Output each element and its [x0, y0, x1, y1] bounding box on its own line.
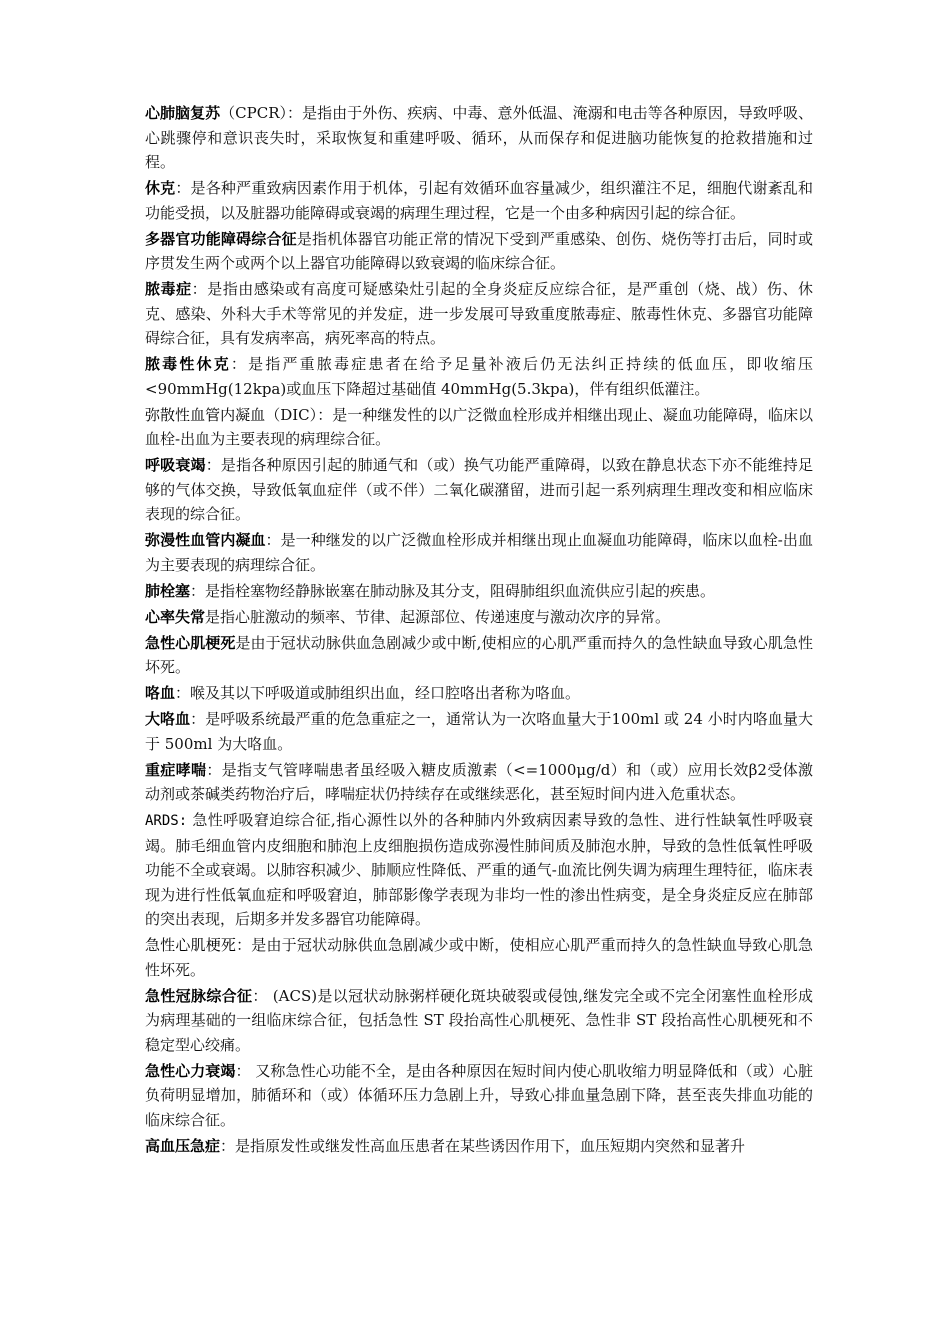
- definition-ami: 是由于冠状动脉供血急剧减少或中断,使相应的心肌严重而持久的急性缺血导致心肌急性坏死。: [145, 633, 813, 676]
- definition-severe-asthma: ：是指支气管哮喘患者虽经吸入糖皮质激素（<=1000μg/d）和（或）应用长效β2受体激动剂或茶碱类药物治疗后，哮喘症状仍持续存在或继续恶化，甚至短时间内进入危重状态。: [145, 760, 813, 803]
- term-ards: ARDS:: [145, 813, 188, 829]
- entry-pulmonary-embolism: [145, 579, 813, 604]
- term-hemoptysis: 咯血: [145, 684, 176, 702]
- entry-severe-asthma: [145, 758, 813, 807]
- definition-ami-2: ：是由于冠状动脉供血急剧减少或中断，使相应心肌严重而持久的急性缺血导致心肌急性坏死。: [145, 936, 813, 979]
- term-mods: 多器官功能障碍综合征: [145, 229, 297, 248]
- entry-ami: [145, 631, 813, 680]
- definition-acs: ： (ACS)是以冠状动脉粥样硬化斑块破裂或侵蚀,继发完全或不完全闭塞性血栓形成为病理基础的一组临床综合征，包括急性 ST 段抬高性心肌梗死、急性非 ST 段抬高性心肌梗死和不稳定型心绞痛。: [145, 986, 813, 1054]
- entry-ami-2: [145, 933, 813, 982]
- term-severe-asthma: 重症哮喘: [145, 760, 207, 779]
- entry-massive-hemoptysis: [145, 707, 813, 756]
- document-page: [145, 101, 813, 1160]
- entry-respiratory-failure: [145, 453, 813, 527]
- term-septic-shock: 脓毒性休克: [145, 355, 231, 373]
- entry-ards: [145, 808, 813, 932]
- definition-ards: 急性呼吸窘迫综合征,指心源性以外的各种肺内外致病因素导致的急性、进行性缺氧性呼吸衰竭。肺毛细血管内皮细胞和肺泡上皮细胞损伤造成弥漫性肺间质及肺泡水肿，导致的急性低氧性呼吸功能不全或衰竭。以肺容积减少、肺顺应性降低、严重的通气-血流比例失调为病理生理特征，临床表现为进行性低氧血症和呼吸窘迫，肺部影像学表现为非均一性的渗出性病变，是全身炎症反应在肺部的突出表现，后期多并发多器官功能障碍。: [145, 811, 813, 928]
- definition-respiratory-failure: ：是指各种原因引起的肺通气和（或）换气功能严重障碍，以致在静息状态下亦不能维持足够的气体交换，导致低氧血症伴（或不伴）二氧化碳潴留，进而引起一系列病理生理改变和相应临床表现的综合征。: [145, 456, 813, 523]
- definition-shock: ：是各种严重致病因素作用于机体，引起有效循环血容量减少，组织灌注不足，细胞代谢紊乱和功能受损，以及脏器功能障碍或衰竭的病理生理过程，它是一个由多种病因引起的综合征。: [145, 179, 813, 222]
- definition-mods: 是指机体器官功能正常的情况下受到严重感染、创伤、烧伤等打击后，同时或序贯发生两个或两个以上器官功能障碍以致衰竭的临床综合征。: [145, 229, 813, 272]
- definition-diffuse-coagulation: ：是一种继发的以广泛微血栓形成并相继出现止血凝血功能障碍，临床以血栓-出血为主要表现的病理综合征。: [145, 531, 813, 574]
- definition-sepsis: ：是指由感染或有高度可疑感染灶引起的全身炎症反应综合征，是严重创（烧、战）伤、休克、感染、外科大手术等常见的并发症，进一步发展可导致重度脓毒症、脓毒性休克、多器官功能障碍综合征，具有发病率高，病死率高的特点。: [145, 280, 813, 347]
- term-hypertensive-emergency: 高血压急症: [145, 1136, 221, 1155]
- definition-hypertensive-emergency: ：是指原发性或继发性高血压患者在某些诱因作用下，血压短期内突然和显著升: [220, 1136, 746, 1155]
- entry-mods: [145, 227, 813, 276]
- term-ami: 急性心肌梗死: [145, 633, 236, 652]
- term-diffuse-coagulation: 弥漫性血管内凝血: [145, 531, 266, 549]
- entry-cpcr: [145, 101, 813, 175]
- term-sepsis: 脓毒症: [145, 280, 192, 298]
- definition-arrhythmia: 是指心脏激动的频率、节律、起源部位、传递速度与激动次序的异常。: [205, 607, 671, 626]
- term-cpcr: 心肺脑复苏: [145, 104, 221, 122]
- term-ami-2: 急性心肌梗死: [145, 936, 237, 954]
- definition-septic-shock: ：是指严重脓毒症患者在给予足量补液后仍无法纠正持续的低血压，即收缩压<90mmHg(12kpa)或血压下降超过基础值 40mmHg(5.3kpa)，伴有组织低灌注。: [145, 355, 813, 398]
- term-acute-heart-failure: 急性心力衰竭: [145, 1061, 236, 1080]
- definition-pulmonary-embolism: ：是指栓塞物经静脉嵌塞在肺动脉及其分支，阻碍肺组织血流供应引起的疾患。: [190, 581, 716, 600]
- entry-septic-shock: [145, 352, 813, 401]
- entry-sepsis: [145, 277, 813, 351]
- entry-arrhythmia: [145, 605, 813, 630]
- definition-dic: （DIC）：是一种继发性的以广泛微血栓形成并相继出现止、凝血功能障碍，临床以血栓-出血为主要表现的病理综合征。: [145, 405, 813, 448]
- entry-dic: [145, 403, 813, 452]
- entry-shock: [145, 176, 813, 225]
- definition-massive-hemoptysis: ：是呼吸系统最严重的危急重症之一，通常认为一次咯血量大于100ml 或 24 小时内咯血量大于 500ml 为大咯血。: [145, 710, 813, 753]
- entry-acs: [145, 984, 813, 1058]
- term-respiratory-failure: 呼吸衰竭: [145, 456, 206, 474]
- definition-acute-heart-failure: ： 又称急性心功能不全，是由各种原因在短时间内使心肌收缩力明显降低和（或）心脏负荷明显增加，肺循环和（或）体循环压力急剧上升，导致心排血量急剧下降，甚至丧失排血功能的临床综合征。: [145, 1061, 813, 1129]
- entry-diffuse-coagulation: [145, 528, 813, 577]
- definition-hemoptysis: ：喉及其以下呼吸道或肺组织出血，经口腔咯出者称为咯血。: [175, 684, 581, 702]
- definition-cpcr: （CPCR）：是指由于外伤、疾病、中毒、意外低温、淹溺和电击等各种原因，导致呼吸、心跳骤停和意识丧失时，采取恢复和重建呼吸、循环，从而保存和促进脑功能恢复的抢救措施和过程。: [145, 104, 813, 171]
- term-acs: 急性冠脉综合征: [145, 986, 253, 1005]
- term-shock: 休克: [145, 179, 176, 197]
- term-pulmonary-embolism: 肺栓塞: [145, 581, 191, 600]
- entry-hypertensive-emergency: [145, 1134, 813, 1159]
- term-massive-hemoptysis: 大咯血: [145, 710, 191, 728]
- term-dic: 弥散性血管内凝血: [145, 405, 266, 424]
- entry-acute-heart-failure: [145, 1059, 813, 1133]
- entry-hemoptysis: [145, 681, 813, 706]
- term-arrhythmia: 心率失常: [145, 607, 206, 626]
